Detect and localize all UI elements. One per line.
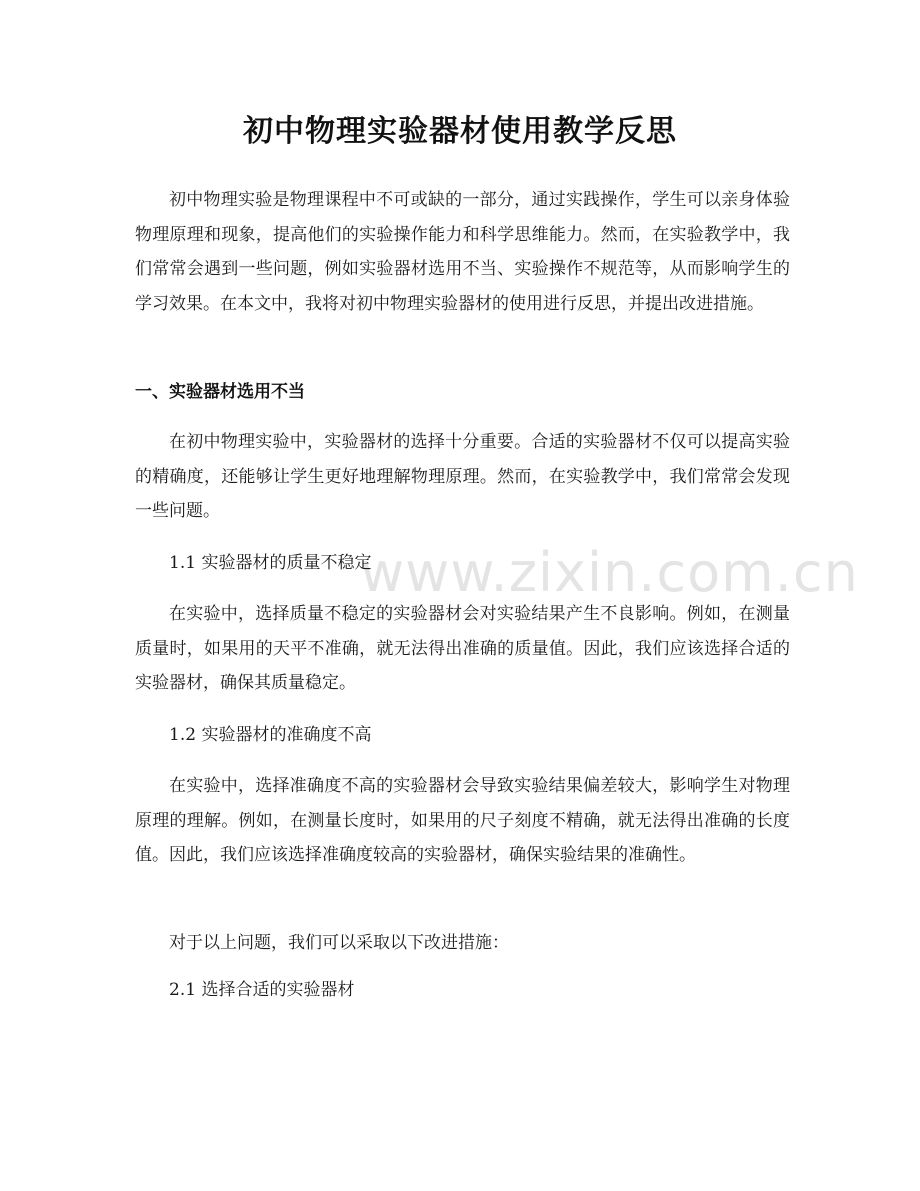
section-1-paragraph: 在初中物理实验中，实验器材的选择十分重要。合适的实验器材不仅可以提高实验的精确度，还能够让学生更好地理解物理原理。然而，在实验教学中，我们常常会发现一些问题。: [135, 432, 790, 521]
document-title: 初中物理实验器材使用教学反思: [243, 114, 677, 149]
watermark: www.zixin.com.cn: [360, 541, 859, 604]
transition-paragraph: 对于以上问题，我们可以采取以下改进措施：: [169, 933, 509, 953]
intro-paragraph: 初中物理实验是物理课程中不可或缺的一部分，通过实践操作，学生可以亲身体验物理原理和现象，提高他们的实验操作能力和科学思维能力。然而，在实验教学中，我们常常会遇到一些问题，例如实验器材选用不当、实验操作不规范等，从而影响学生的学习效果。在本文中，我将对初中物理实验器材的使用进行反思，并提出改进措施。: [135, 190, 790, 314]
subsection-heading-2-1: 2.1 选择合适的实验器材: [169, 980, 355, 1000]
subsection-heading-1-2: 1.2 实验器材的准确度不高: [169, 725, 372, 745]
subsection-1-1-paragraph: 在实验中，选择质量不稳定的实验器材会对实验结果产生不良影响。例如，在测量质量时，如果用的天平不准确，就无法得出准确的质量值。因此，我们应该选择合适的实验器材，确保其质量稳定。: [135, 604, 790, 693]
section-heading-1: 一、实验器材选用不当: [135, 382, 305, 402]
subsection-heading-1-1: 1.1 实验器材的质量不稳定: [169, 553, 372, 573]
subsection-1-2-paragraph: 在实验中，选择准确度不高的实验器材会导致实验结果偏差较大，影响学生对物理原理的理解。例如，在测量长度时，如果用的尺子刻度不精确，就无法得出准确的长度值。因此，我们应该选择准确度较高的实验器材，确保实验结果的准确性。: [135, 776, 790, 865]
